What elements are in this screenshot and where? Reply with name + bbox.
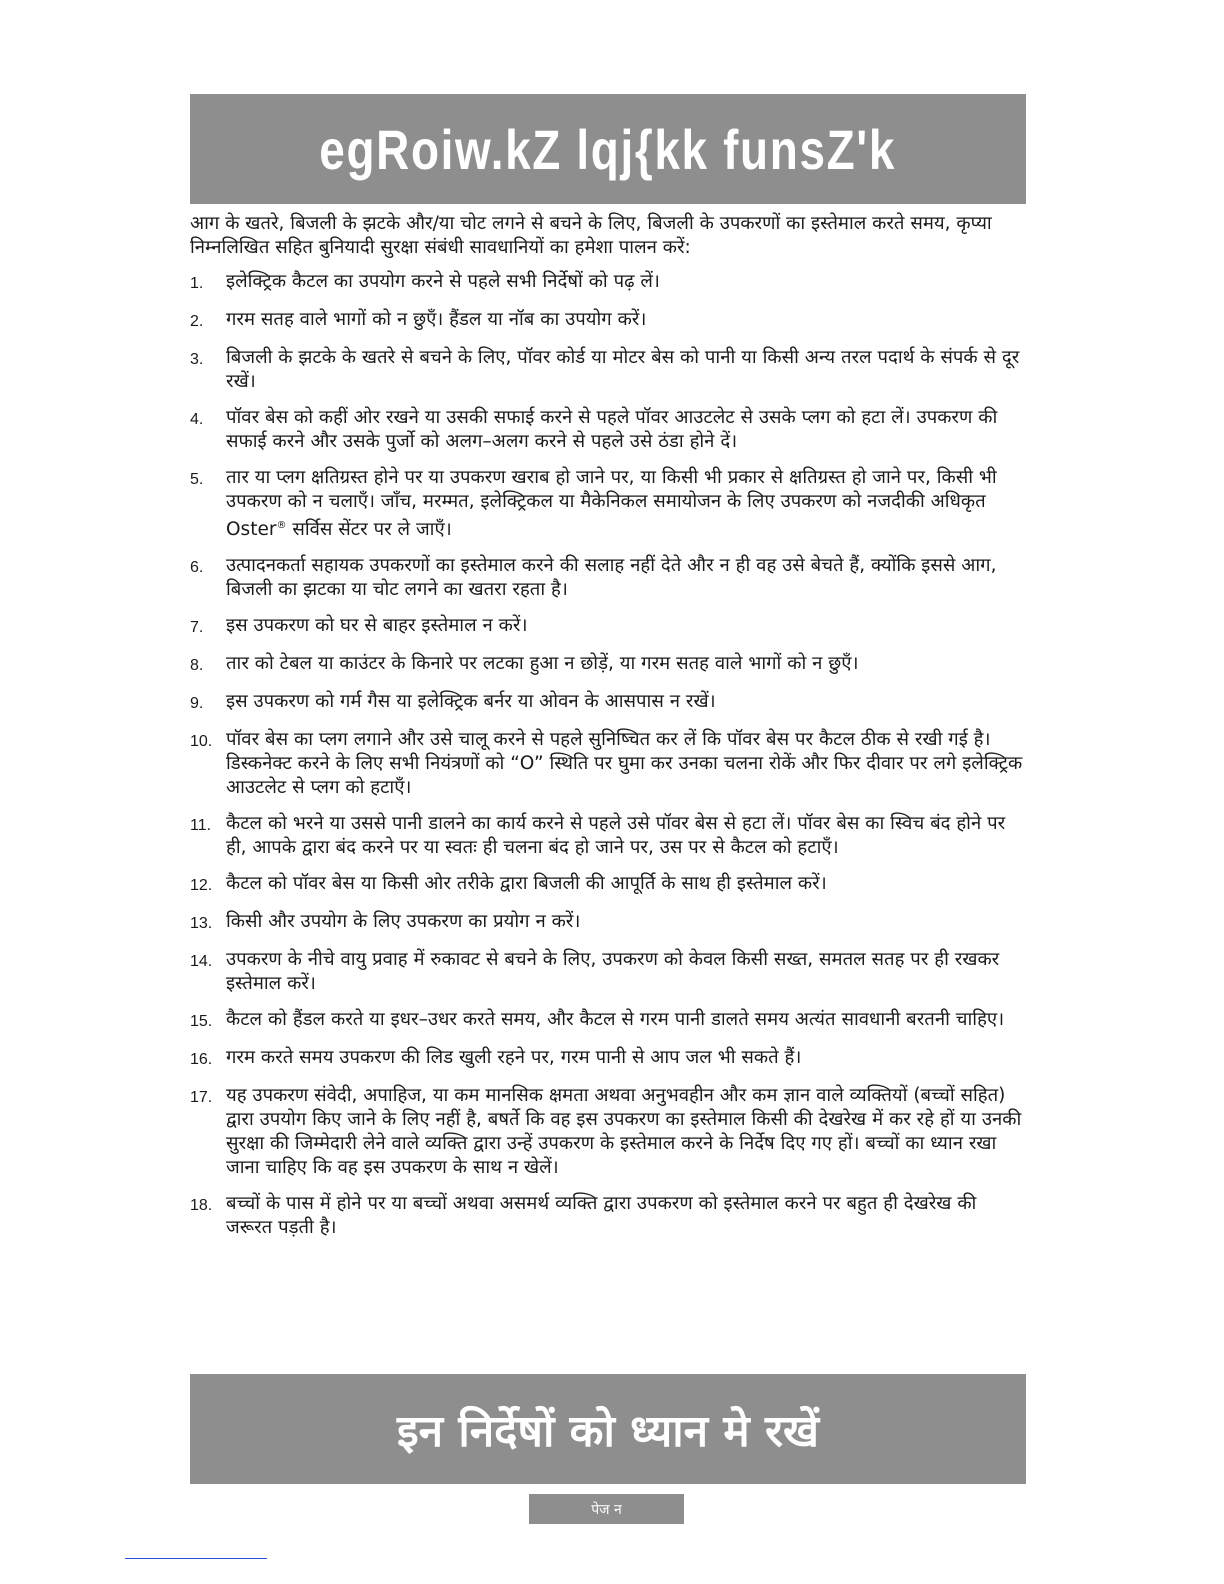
list-item xyxy=(190,1192,1026,1240)
item-text: इस उपकरण को गर्म गैस या इलेक्ट्रिक बर्नर या ओवन के आसपास न रखें। xyxy=(226,691,716,713)
item-number: 18. xyxy=(190,1197,213,1215)
footer-title: इन निर्देषों को ध्यान मे रखें xyxy=(397,1406,819,1457)
item-text: तार को टेबल या काउंटर के किनारे पर लटका हुआ न छोड़ें, या गरम सतह वाले भागों को न छुएँ। xyxy=(226,653,859,675)
list-item xyxy=(190,948,1026,996)
item-number: 6. xyxy=(190,559,204,577)
item-text: गरम करते समय उपकरण की लिड खुली रहने पर, गरम पानी से आप जल भी सकते हैं। xyxy=(226,1047,802,1069)
item-number: 5. xyxy=(190,471,204,488)
item-text: यह उपकरण संवेदी, अपाहिज, या कम मानसिक क्षमता अथवा अनुभवहीन और कम ज्ञान वाले व्यक्तियों (बच्चों सहित) द्वारा उपयोग किए जाने के लिए नहीं है, बषर्ते कि वह इस उपकरण का इस्तेमाल किसी की देखरेख में कर रहे हों या उनकी सुरक्षा की जिम्मेदारी लेने वाले व्यक्ति द्वारा उन्हें उपकरण के इस्तेमाल करने के निर्देष दिए गए हों। बच्चों का ध्यान रखा जाना चाहिए कि वह इस उपकरण के साथ न खेलें। xyxy=(226,1085,1022,1179)
item-number: 11. xyxy=(190,817,212,835)
list-item xyxy=(190,728,1026,800)
list-item xyxy=(190,346,1026,394)
item-number: 4. xyxy=(190,411,204,428)
item-number: 12. xyxy=(190,877,213,895)
item-text: उपकरण के नीचे वायु प्रवाह में रुकावट से बचने के लिए, उपकरण को केवल किसी सख्त, समतल सतह पर ही रखकर इस्तेमाल करें। xyxy=(226,949,1000,995)
list-item xyxy=(190,308,1026,334)
safety-rules-list xyxy=(190,270,1026,1240)
item-number: 13. xyxy=(190,915,213,933)
item-number: 15. xyxy=(190,1013,213,1031)
item-text: पॉवर बेस का प्लग लगाने और उसे चालू करने से पहले सुनिष्चित कर लें कि पॉवर बेस पर कैटल ठीक से रखी गई है। डिस्कनेक्ट करने के लिए सभी नियंत्रणों को “O” स्थिति पर घुमा कर उनका चलना रोकें और फिर दीवार पर लगे इलेक्ट्रिक आउटलेट से प्लग को हटाएँ। xyxy=(226,729,1023,799)
item-text: गरम सतह वाले भागों को न छुएँ। हैंडल या नॉब का उपयोग करें। xyxy=(226,309,647,330)
list-item xyxy=(190,466,1026,542)
item-number: 16. xyxy=(190,1051,213,1069)
list-item xyxy=(190,812,1026,860)
list-item xyxy=(190,614,1026,640)
item-text: पॉवर बेस को कहीं ओर रखने या उसकी सफाई करने से पहले पॉवर आउटलेट से उसके प्लग को हटा लें। उपकरण की सफाई करने और उसके पुर्जो को अलग–अलग करने से पहले उसे ठंडा होने दें। xyxy=(226,407,998,452)
list-item xyxy=(190,1046,1026,1072)
list-item xyxy=(190,1008,1026,1034)
list-item xyxy=(190,872,1026,898)
list-item xyxy=(190,910,1026,936)
item-text-after: सर्विस सेंटर पर ले जाएँ। xyxy=(286,519,452,541)
registered-mark: ® xyxy=(276,520,287,531)
item-number: 14. xyxy=(190,953,213,971)
item-text: इलेक्ट्रिक कैटल का उपयोग करने से पहले सभी निर्देषों को पढ़ लें। xyxy=(226,271,660,292)
list-item xyxy=(190,406,1026,454)
item-number: 10. xyxy=(190,733,213,751)
item-text: किसी और उपयोग के लिए उपकरण का प्रयोग न करें। xyxy=(226,911,581,933)
item-text: इस उपकरण को घर से बाहर इस्तेमाल न करें। xyxy=(226,615,528,637)
item-text: बच्चों के पास में होने पर या बच्चों अथवा असमर्थ व्यक्ति द्वारा उपकरण को इस्तेमाल करने पर बहुत ही देखरेख की जरूरत पड़ती है। xyxy=(226,1193,977,1239)
item-text: उत्पादनकर्ता सहायक उपकरणों का इस्तेमाल करने की सलाह नहीं देते और न ही वह उसे बेचते हैं, क्योंकि इससे आग, बिजली का झटका या चोट लगने का खतरा रहता है। xyxy=(226,555,997,601)
item-text-before: तार या प्लग क्षतिग्रस्त होने पर या उपकरण खराब हो जाने पर, या किसी भी प्रकार से क्षतिग्रस्त हो जाने पर, किसी भी उपकरण को न चलाएँ। जाँच, मरम्मत, इलेक्ट्रिकल या मैकेनिकल समायोजन के लिए उपकरण को नजदीकी अधिकृत Oster xyxy=(226,467,997,541)
item-number: 3. xyxy=(190,351,204,368)
header-banner xyxy=(190,94,1026,204)
list-item xyxy=(190,1084,1026,1180)
item-text xyxy=(226,466,1026,542)
item-number: 17. xyxy=(190,1089,213,1107)
item-number: 2. xyxy=(190,313,204,330)
footnote-divider xyxy=(125,1558,267,1559)
item-text: कैटल को पॉवर बेस या किसी ओर तरीके द्वारा बिजली की आपूर्ति के साथ ही इस्तेमाल करें। xyxy=(226,873,827,895)
item-text: कैटल को भरने या उससे पानी डालने का कार्य करने से पहले उसे पॉवर बेस से हटा लें। पॉवर बेस का स्विच बंद होने पर ही, आपके द्वारा बंद करने पर या स्वतः ही चलना बंद हो जाने पर, उस पर से कैटल को हटाएँ। xyxy=(226,813,1006,859)
list-item xyxy=(190,690,1026,716)
list-item xyxy=(190,554,1026,602)
item-number: 1. xyxy=(190,275,204,292)
footer-banner xyxy=(190,1374,1026,1484)
safety-content xyxy=(190,212,1026,1252)
item-text: बिजली के झटके के खतरे से बचने के लिए, पॉवर कोर्ड या मोटर बेस को पानी या किसी अन्य तरल पदार्थ के संपर्क से दूर रखें। xyxy=(226,347,1020,392)
item-number: 9. xyxy=(190,695,204,713)
page-number-tag: पेज न xyxy=(529,1494,684,1524)
item-text: कैटल को हैंडल करते या इधर–उधर करते समय, और कैटल से गरम पानी डालते समय अत्यंत सावधानी बरतनी चाहिए। xyxy=(226,1009,1005,1031)
item-number: 8. xyxy=(190,657,204,675)
list-item xyxy=(190,270,1026,296)
page-title: egRoiw.kZ lqj{kk funsZ'k xyxy=(319,117,897,181)
item-number: 7. xyxy=(190,619,204,637)
list-item xyxy=(190,652,1026,678)
intro-paragraph: आग के खतरे, बिजली के झटके और/या चोट लगने से बचने के लिए, बिजली के उपकरणों का इस्तेमाल करते समय, कृप्या निम्नलिखित सहित बुनियादी सुरक्षा संबंधी सावधानियों का हमेशा पालन करें: xyxy=(190,213,992,258)
